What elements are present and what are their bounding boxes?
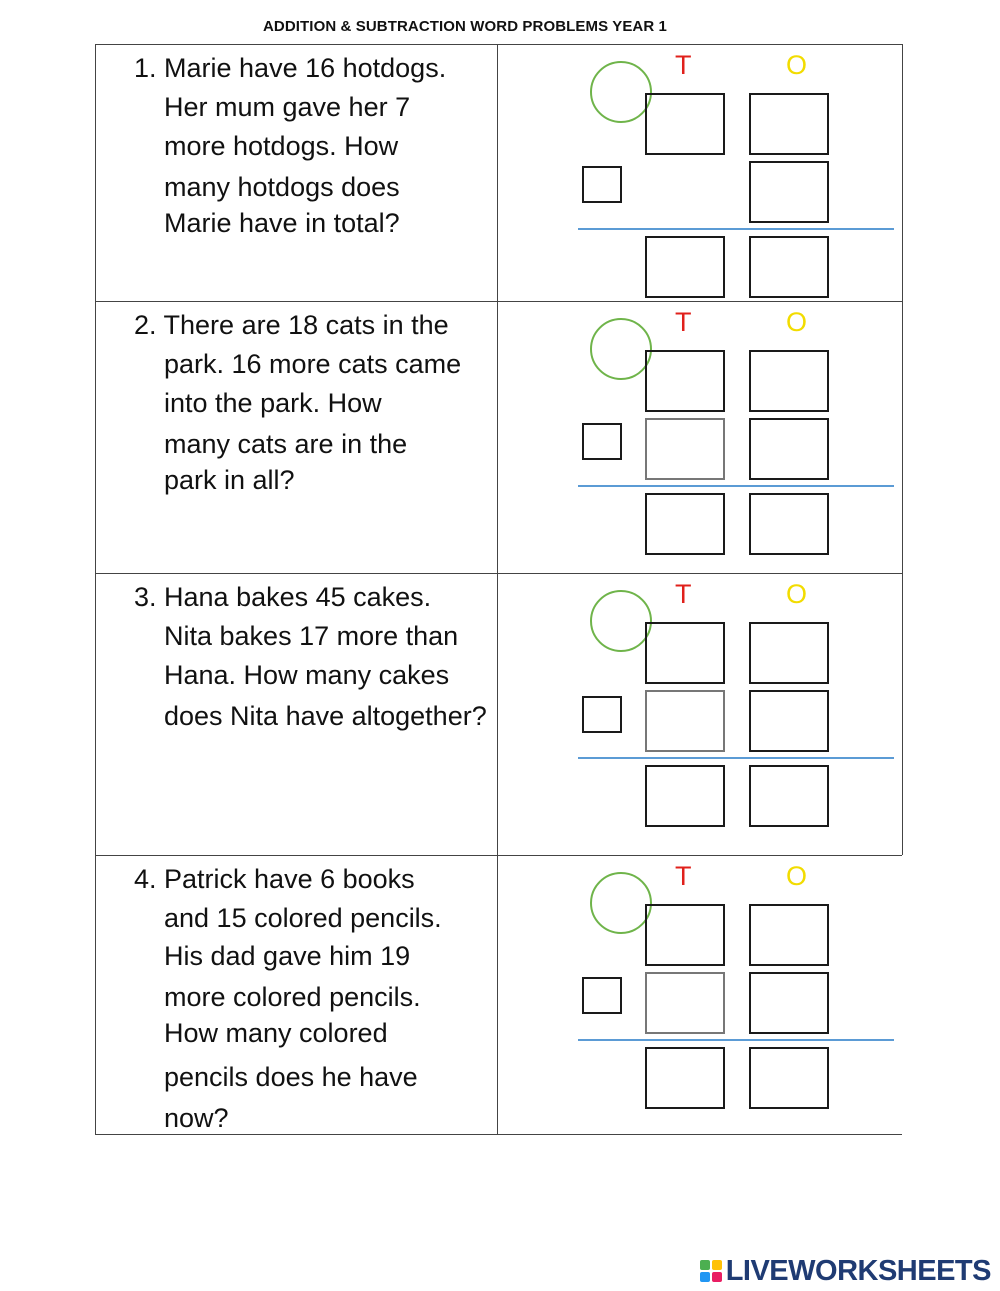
ones-label: O <box>786 50 808 80</box>
sum-line <box>578 228 894 230</box>
question-cell <box>96 574 498 855</box>
tens-label: T <box>675 861 692 891</box>
logo-square <box>700 1272 710 1282</box>
operator-box[interactable] <box>582 696 622 733</box>
ones-label: O <box>786 307 808 337</box>
ones-answer-box-middle[interactable] <box>749 418 829 480</box>
tens-answer-box-top[interactable] <box>645 622 725 684</box>
sum-line <box>578 757 894 759</box>
regroup-circle[interactable] <box>590 318 652 380</box>
ones-answer-box-top[interactable] <box>749 904 829 966</box>
ones-answer-box-top[interactable] <box>749 93 829 155</box>
question-text <box>134 860 554 1138</box>
question-line: and 15 colored pencils. <box>164 903 442 933</box>
question-line: Nita bakes 17 more than <box>164 621 459 651</box>
problem-row-2 <box>95 301 903 573</box>
tens-answer-box-result[interactable] <box>645 236 725 298</box>
question-line: 2. There are 18 cats in the <box>134 310 449 340</box>
operator-box[interactable] <box>582 166 622 203</box>
question-line: Marie have in total? <box>164 208 400 238</box>
ones-label: O <box>786 579 808 609</box>
ones-answer-box-result[interactable] <box>749 236 829 298</box>
operator-box[interactable] <box>582 977 622 1014</box>
work-area <box>498 574 902 855</box>
question-line: 4. Patrick have 6 books <box>134 864 415 894</box>
question-line: more hotdogs. How <box>164 131 399 161</box>
ones-answer-box-result[interactable] <box>749 765 829 827</box>
ones-answer-box-middle[interactable] <box>749 161 829 223</box>
ones-label: O <box>786 861 808 891</box>
question-cell <box>96 45 498 301</box>
tens-label: T <box>675 307 692 337</box>
tens-answer-box-result[interactable] <box>645 1047 725 1109</box>
work-area <box>498 45 902 301</box>
question-line: 3. Hana bakes 45 cakes. <box>134 582 432 612</box>
regroup-circle[interactable] <box>590 872 652 934</box>
tens-answer-box-top[interactable] <box>645 93 725 155</box>
question-text <box>134 49 554 243</box>
question-line: His dad gave him 19 <box>164 941 411 971</box>
question-cell <box>96 856 498 1134</box>
logo-square <box>712 1260 722 1270</box>
question-line: 1. Marie have 16 hotdogs. <box>134 53 447 83</box>
question-line: many cats are in the <box>164 429 408 459</box>
work-area <box>498 302 902 573</box>
ones-answer-box-top[interactable] <box>749 622 829 684</box>
regroup-circle[interactable] <box>590 61 652 123</box>
tens-answer-box-result[interactable] <box>645 765 725 827</box>
question-line: into the park. How <box>164 388 382 418</box>
tens-answer-box-middle[interactable] <box>645 418 725 480</box>
logo-icon <box>700 1260 722 1282</box>
question-line: many hotdogs does <box>164 172 400 202</box>
question-line: park in all? <box>164 465 295 495</box>
tens-answer-box-middle[interactable] <box>645 690 725 752</box>
brand-name: LIVEWORKSHEETS <box>725 1254 991 1287</box>
tens-label: T <box>675 50 692 80</box>
operator-box[interactable] <box>582 423 622 460</box>
problem-table <box>95 44 903 1135</box>
logo-square <box>700 1260 710 1270</box>
work-area <box>498 856 902 1134</box>
question-line: pencils does he have <box>164 1062 418 1092</box>
tens-answer-box-top[interactable] <box>645 904 725 966</box>
ones-answer-box-result[interactable] <box>749 1047 829 1109</box>
ones-answer-box-top[interactable] <box>749 350 829 412</box>
problem-row-1 <box>95 44 903 301</box>
question-line: now? <box>164 1103 229 1133</box>
sum-line <box>578 1039 894 1041</box>
ones-answer-box-middle[interactable] <box>749 972 829 1034</box>
ones-answer-box-middle[interactable] <box>749 690 829 752</box>
tens-answer-box-top[interactable] <box>645 350 725 412</box>
question-line: does Nita have altogether? <box>164 701 487 731</box>
worksheet-title: ADDITION & SUBTRACTION WORD PROBLEMS YEAR 1 <box>262 18 668 35</box>
problem-row-4 <box>95 855 902 1135</box>
question-text <box>134 578 554 736</box>
question-line: Hana. How many cakes <box>164 660 450 690</box>
tens-label: T <box>675 579 692 609</box>
tens-answer-box-result[interactable] <box>645 493 725 555</box>
question-line: Her mum gave her 7 <box>164 92 411 122</box>
tens-answer-box-middle[interactable] <box>645 972 725 1034</box>
question-cell <box>96 302 498 573</box>
ones-answer-box-result[interactable] <box>749 493 829 555</box>
liveworksheets-logo[interactable] <box>700 1256 991 1286</box>
sum-line <box>578 485 894 487</box>
logo-square <box>712 1272 722 1282</box>
question-line: How many colored <box>164 1018 388 1048</box>
problem-row-3 <box>95 573 903 855</box>
question-text <box>134 306 554 500</box>
question-line: park. 16 more cats came <box>164 349 462 379</box>
question-line: more colored pencils. <box>164 982 421 1012</box>
regroup-circle[interactable] <box>590 590 652 652</box>
